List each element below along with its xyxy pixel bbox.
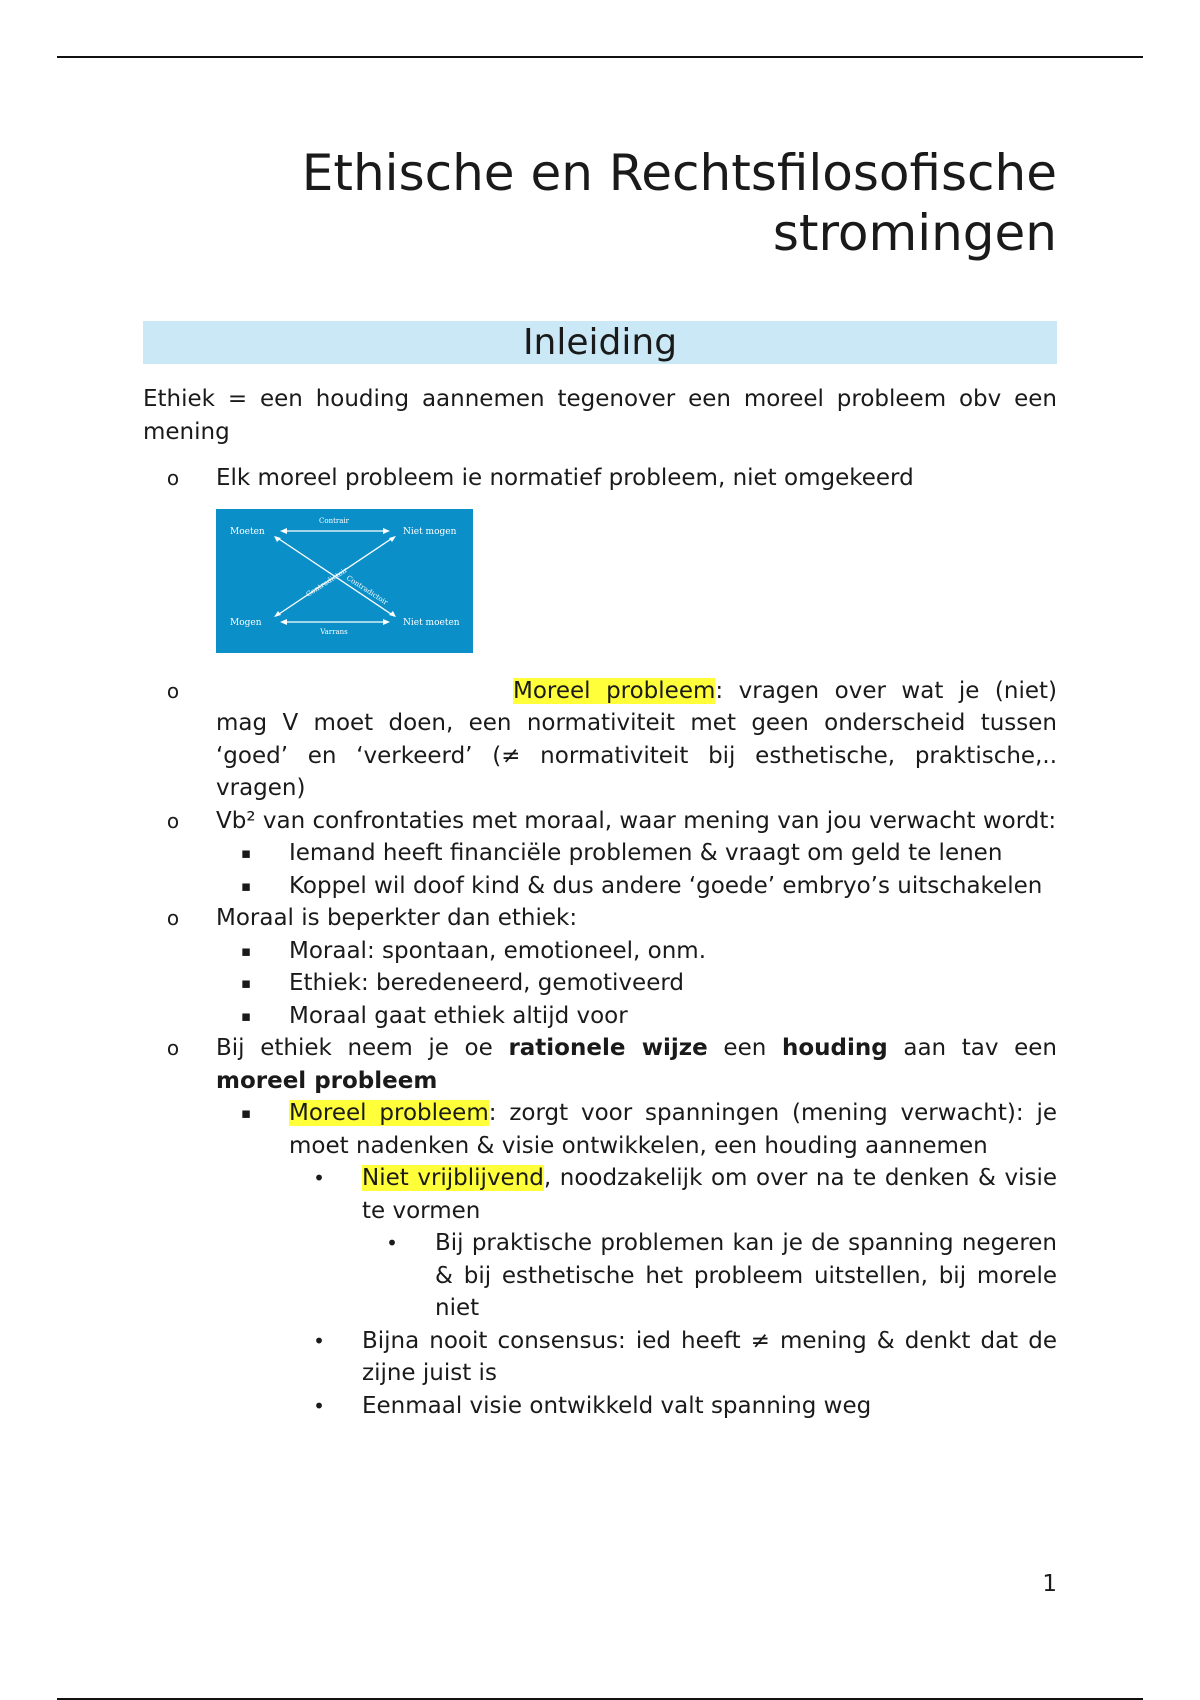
bullet-o: o [166,808,180,833]
list-item: o Moreel probleem: vragen over wat je (niet) mag V moet doen, een normativiteit met geen onderscheid tussen ‘goed’ en ‘verkeerd’ (≠ normativiteit bij esthetische, praktische,.. vragen) [216,675,1057,805]
header-rule [57,56,1143,58]
diagram-label-bottom-right: Niet moeten [403,617,460,628]
diagram-label-bottom-mid: Varrans [320,627,348,636]
main-list [166,462,1058,1422]
highlight: Moreel probleem [289,1100,489,1126]
sub-sub-sub-list [386,1227,1057,1325]
list-item: o Moraal is beperkter dan ethiek: ▪ Moraal: spontaan, emotioneel, onm. ▪ Ethiek: beredeneerd, gemotiveerd ▪ Moraal gaat ethiek altijd voor [216,902,1057,1032]
diagram-label-top-mid: Contrair [319,516,349,525]
sub-list-item: ▪ Moraal: spontaan, emotioneel, onm. [289,935,1057,968]
sub-list-item: ▪ Moraal gaat ethiek altijd voor [289,1000,1057,1033]
sub-sub-list-item: • Niet vrijblijvend, noodzakelijk om over na te denken & visie te vormen • Bij praktische problemen kan je de spanning negeren & bij esthetische het probleem uitstellen, bij morele niet [362,1162,1057,1325]
diagram-label-diag-1: Contradictoir [304,565,350,599]
sub-list [240,837,1057,902]
sub-sub-sub-list-item: • Bij praktische problemen kan je de spanning negeren & bij esthetische het probleem uitstellen, bij morele niet [435,1227,1057,1325]
sub-list-item: ▪ Ethiek: beredeneerd, gemotiveerd [289,967,1057,1000]
diagram-label-top-left: Moeten [230,526,265,537]
list-item: o Elk moreel probleem ie normatief probleem, niet omgekeerd [216,462,1057,495]
sub-list [240,935,1057,1033]
bullet-square: ▪ [240,1006,252,1025]
diagram-label-bottom-left: Mogen [230,617,262,628]
list-item: o Vb² van confrontaties met moraal, waar mening van jou verwacht wordt: ▪ Iemand heeft financiële problemen & vraagt om geld te lenen ▪ Koppel wil doof kind & dus andere ‘goede’ embryo’s uitschakelen [216,805,1057,903]
bullet-o: o [166,678,180,703]
sub-list-item: ▪ Koppel wil doof kind & dus andere ‘goede’ embryo’s uitschakelen [289,870,1057,903]
highlight: Moreel probleem [513,677,716,704]
bullet-dot: • [313,1328,325,1353]
document-title [143,143,1057,263]
bullet-dot: • [386,1231,398,1255]
title-line-1: Ethische en Rechtsfilosofische [301,144,1057,202]
sub-sub-list-item: • Bijna nooit consensus: ied heeft ≠ mening & denkt dat de zijne juist is [362,1325,1057,1390]
bullet-o: o [166,1036,180,1060]
sub-list-item: ▪ Iemand heeft financiële problemen & vraagt om geld te lenen [289,837,1057,870]
sub-sub-list [313,1162,1057,1422]
intro-paragraph: Ethiek = een houding aannemen tegenover een moreel probleem obv een mening [143,386,1057,445]
highlight: Niet vrijblijvend [362,1165,544,1191]
document-body [143,383,1057,1422]
bullet-square: ▪ [240,844,252,862]
title-line-2: stromingen [772,204,1057,262]
sub-sub-list-item: • Eenmaal visie ontwikkeld valt spanning weg [362,1390,1057,1423]
list-item: o Bij ethiek neem je oe rationele wijze een houding aan tav een moreel probleem ▪ Moreel probleem: zorgt voor spanningen (mening verwacht): je moet nadenken & visie ontwikkelen, een houding aannemen • Niet vrijblijvend, noodzakelijk om over na te denken & visie te vormen • Bij praktische problemen kan je de spanning negeren & bij esthetische het probleem uitstellen, bij morele niet • Bijna nooit consensus: ied heeft ≠ mening & denkt dat de zijne juist is • Eenmaal visie ontwikkeld valt spanning weg [216,1032,1057,1422]
sub-list-item: ▪ Moreel probleem: zorgt voor spanningen (mening verwacht): je moet nadenken & visie ontwikkelen, een houding aannemen • Niet vrijblijvend, noodzakelijk om over na te denken & visie te vormen • Bij praktische problemen kan je de spanning negeren & bij esthetische het probleem uitstellen, bij morele niet • Bijna nooit consensus: ied heeft ≠ mening & denkt dat de zijne juist is • Eenmaal visie ontwikkeld valt spanning weg [289,1097,1057,1422]
diagram-label-diag-2: Contradictoir [344,573,390,607]
bullet-o: o [166,906,180,930]
bullet-o: o [166,466,180,490]
bullet-square: ▪ [240,974,252,992]
bullet-dot: • [313,1393,325,1418]
deontic-square-diagram [216,509,473,653]
section-heading: Inleiding [143,321,1057,364]
diagram-label-top-right: Niet mogen [403,526,457,537]
sub-list [240,1097,1057,1422]
diagram-item [216,495,1057,675]
bullet-square: ▪ [240,876,252,895]
page-number: 1 [1042,1571,1057,1597]
bullet-square: ▪ [240,941,252,960]
bullet-dot: • [313,1166,325,1190]
bullet-square: ▪ [240,1104,252,1122]
